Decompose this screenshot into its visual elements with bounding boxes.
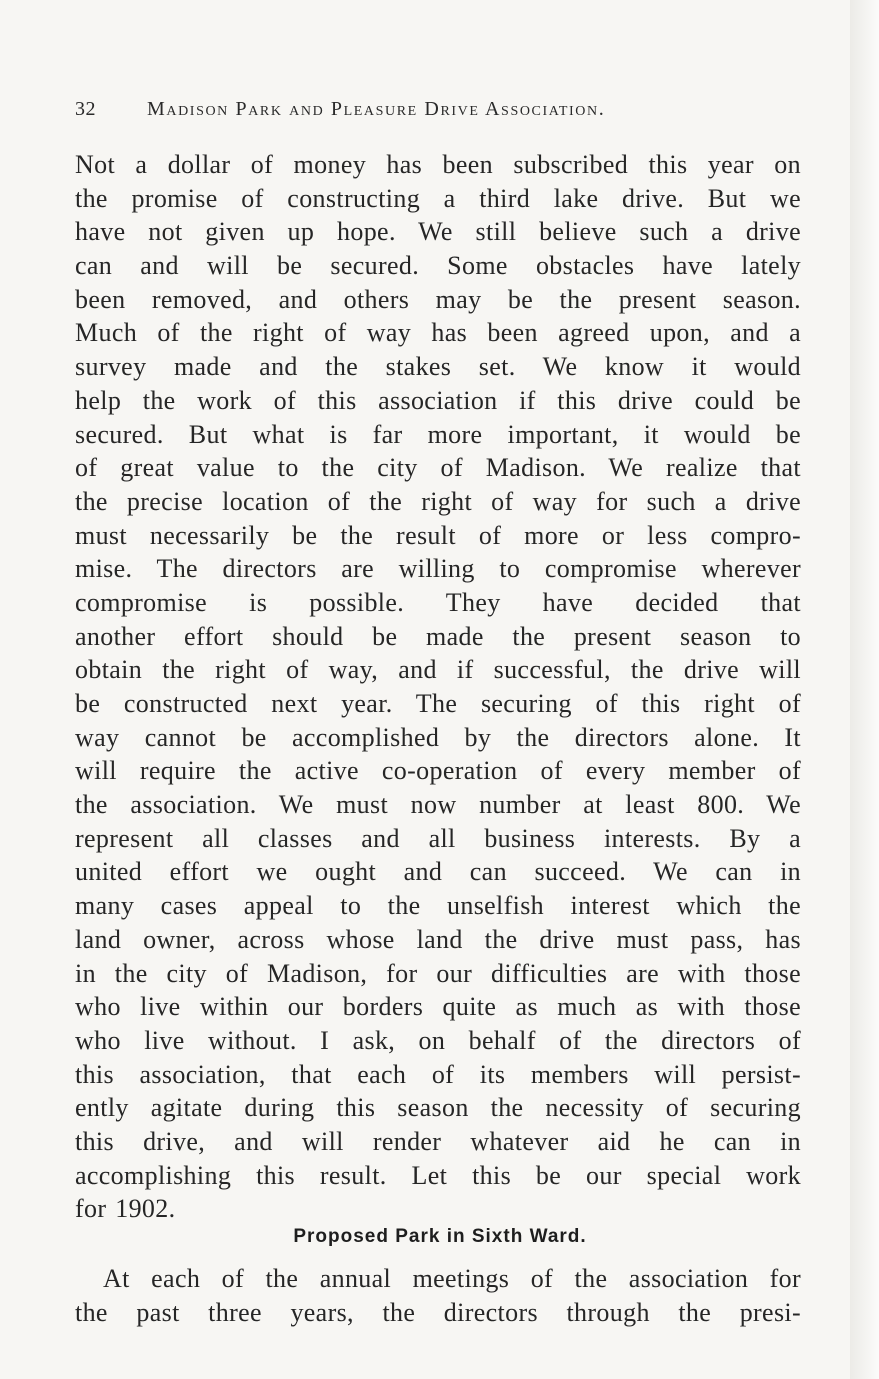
text-line: the past three years, the directors through the presi- <box>75 1297 801 1327</box>
text-line: the precise location of the right of way for such a drive <box>75 486 801 516</box>
page-number: 32 <box>75 98 96 120</box>
text-line: this drive, and will render whatever aid he can in <box>75 1126 801 1156</box>
text-line: the association. We must now number at least 800. We <box>75 790 801 820</box>
text-line: must necessarily be the result of more or less compro- <box>75 520 801 550</box>
text-line: can and will be secured. Some obstacles have lately <box>75 251 801 281</box>
text-line: have not given up hope. We still believe such a drive <box>75 217 801 247</box>
text-line: help the work of this association if this drive could be <box>75 385 801 415</box>
text-line: accomplishing this result. Let this be our special work <box>75 1160 801 1190</box>
text-line: compromise is possible. They have decided that <box>75 587 801 617</box>
text-line: ently agitate during this season the necessity of securing <box>75 1093 801 1123</box>
text-line: who live without. I ask, on behalf of the directors of <box>75 1025 801 1055</box>
text-line: represent all classes and all business interests. By a <box>75 823 801 853</box>
section-paragraph <box>75 1262 801 1329</box>
text-line: this association, that each of its members will persist- <box>75 1059 801 1089</box>
text-line: in the city of Madison, for our difficulties are with those <box>75 958 801 988</box>
page-header <box>75 98 805 128</box>
text-line: been removed, and others may be the present season. <box>75 284 801 314</box>
text-line: obtain the right of way, and if successful, the drive will <box>75 655 801 685</box>
section-heading: Proposed Park in Sixth Ward. <box>293 1226 587 1247</box>
text-line: secured. But what is far more important, it would be <box>75 419 801 449</box>
text-line: the promise of constructing a third lake drive. But we <box>75 183 801 213</box>
text-line: united effort we ought and can succeed. We can in <box>75 857 801 887</box>
text-line: At each of the annual meetings of the association for <box>103 1264 801 1293</box>
text-line: for 1902. <box>75 1194 176 1224</box>
text-line: who live within our borders quite as much as with those <box>75 992 801 1022</box>
text-line: will require the active co-operation of every member of <box>75 756 801 786</box>
text-line: Much of the right of way has been agreed upon, and a <box>75 318 801 348</box>
text-line: another effort should be made the present season to <box>75 621 801 651</box>
text-line: mise. The directors are willing to compromise wherever <box>75 554 801 584</box>
text-line: be constructed next year. The securing of this right of <box>75 689 801 718</box>
text-line: many cases appeal to the unselfish interest which the <box>75 891 801 921</box>
main-paragraph <box>75 148 801 1226</box>
text-line: way cannot be accomplished by the directors alone. It <box>75 722 801 752</box>
page-edge <box>850 0 879 1379</box>
text-line: land owner, across whose land the drive must pass, has <box>75 924 801 954</box>
text-line: Not a dollar of money has been subscribed this year on <box>75 150 801 179</box>
text-line: survey made and the stakes set. We know it would <box>75 352 801 382</box>
running-title: Madison Park and Pleasure Drive Association. <box>147 98 606 120</box>
text-line: of great value to the city of Madison. We realize that <box>75 453 801 483</box>
